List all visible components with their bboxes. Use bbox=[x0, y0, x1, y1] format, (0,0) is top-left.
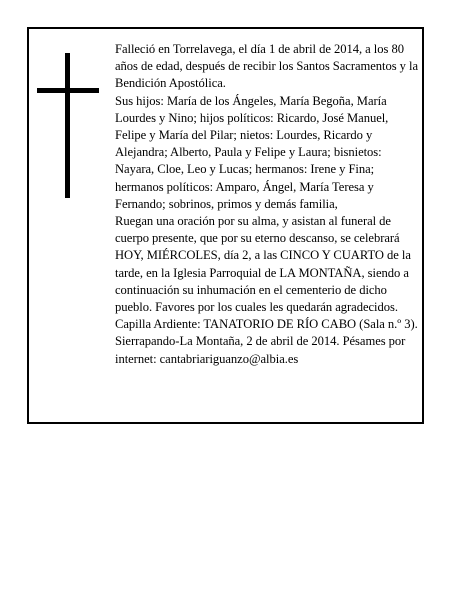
death-announcement: Falleció en Torrelavega, el día 1 de abril de 2014, a los 80 años de edad, después de recibir los Santos Sacramentos y la Bendición Apostólica. bbox=[115, 42, 419, 91]
cross-horizontal-bar bbox=[37, 88, 99, 93]
cross-icon bbox=[37, 53, 99, 198]
place-date-condolences: Sierrapando-La Montaña, 2 de abril de 2014. Pésames por internet: cantabriariguanzo@albia.es bbox=[115, 334, 406, 366]
cross-vertical-bar bbox=[65, 53, 70, 198]
funeral-details: Ruegan una oración por su alma, y asistan al funeral de cuerpo presente, que por su eterno descanso, se celebrará HOY, MIÉRCOLES, día 2, a las CINCO Y CUARTO de la tarde, en la Iglesia Parroquial de LA MONTAÑA, siendo a continuación su inhumación en el cementerio de dicho pueblo. Favores por los cuales les quedarán agradecidos. Capilla Ardiente: TANATORIO DE RÍO CABO (Sala n.º 3). bbox=[115, 214, 418, 332]
obituary-text bbox=[115, 41, 420, 368]
obituary-notice bbox=[27, 27, 424, 424]
family-list: Sus hijos: María de los Ángeles, María Begoña, María Lourdes y Nino; hijos políticos: Ricardo, José Manuel, Felipe y María del Pilar; nietos: Lourdes, Ricardo y Alejandra; Alberto, Paula y Felipe y Laura; bisnietos: Nayara, Cloe, Leo y Lucas; hermanos: Irene y Fina; hermanos políticos: Amparo, Ángel, María Teresa y Fernando; sobrinos, primos y demás familia, bbox=[115, 93, 389, 211]
